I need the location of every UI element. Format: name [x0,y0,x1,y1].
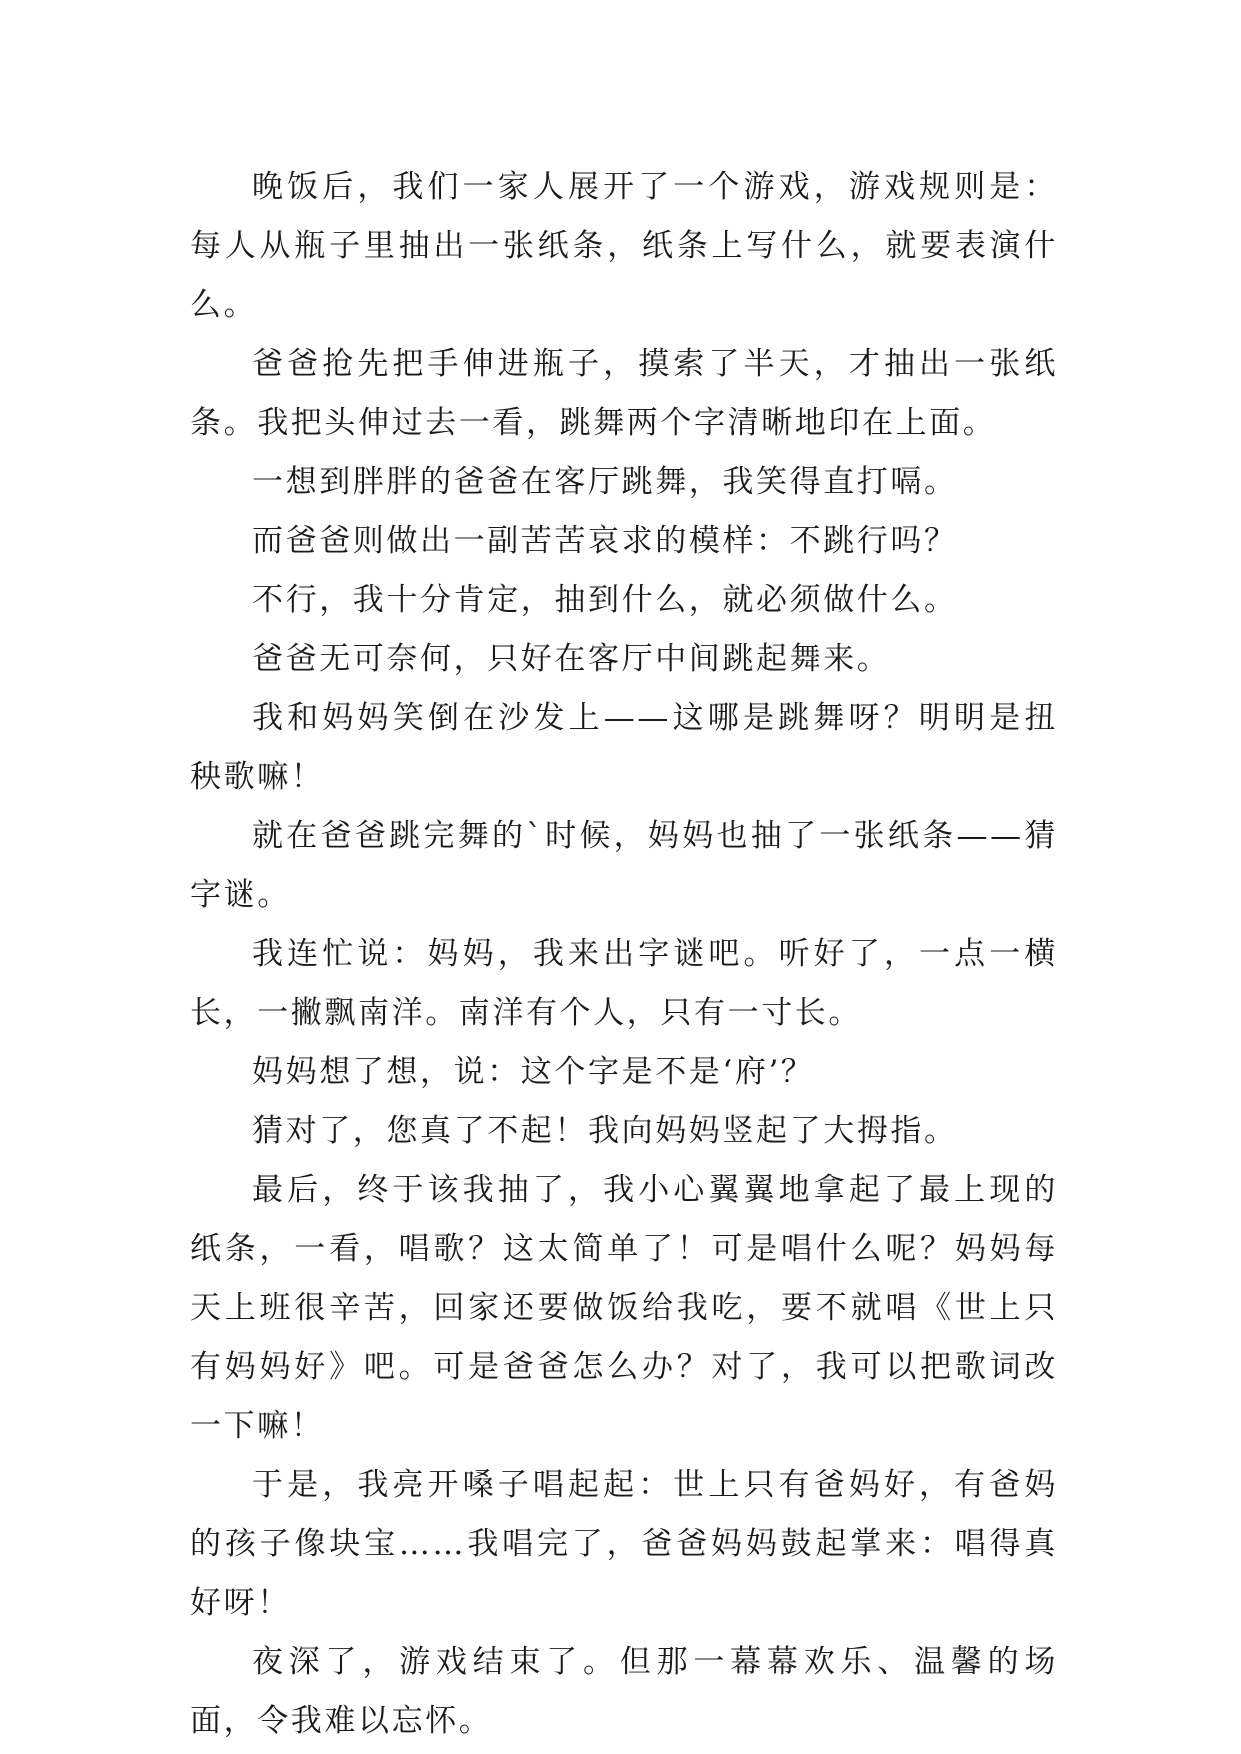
paragraph-6: 爸爸无可奈何，只好在客厅中间跳起舞来。 [252,641,891,677]
paragraph-7: 我和妈妈笑倒在沙发上——这哪是跳舞呀？明明是扭秧歌嘛！ [190,700,1058,795]
paragraph-13: 于是，我亮开嗓子唱起起：世上只有爸妈好，有爸妈的孩子像块宝……我唱完了，爸爸妈妈鼓起掌来：唱得真好呀！ [190,1467,1058,1621]
paragraph-9: 我连忙说：妈妈，我来出字谜吧。听好了，一点一横长，一撇飘南洋。南洋有个人，只有一寸长。 [190,936,1058,1031]
paragraph-5: 不行，我十分肯定，抽到什么，就必须做什么。 [252,582,958,618]
paragraph-3: 一想到胖胖的爸爸在客厅跳舞，我笑得直打嗝。 [252,464,958,500]
document-body [190,158,1058,1751]
paragraph-8: 就在爸爸跳完舞的`时候，妈妈也抽了一张纸条——猜字谜。 [190,818,1058,913]
paragraph-2: 爸爸抢先把手伸进瓶子，摸索了半天，才抽出一张纸条。我把头伸过去一看，跳舞两个字清晰地印在上面。 [190,346,1058,441]
paragraph-1: 晚饭后，我们一家人展开了一个游戏，游戏规则是：每人从瓶子里抽出一张纸条，纸条上写什么，就要表演什么。 [190,169,1058,323]
paragraph-14: 夜深了，游戏结束了。但那一幕幕欢乐、温馨的场面，令我难以忘怀。 [190,1644,1058,1739]
paragraph-4: 而爸爸则做出一副苦苦哀求的模样：不跳行吗？ [252,523,958,559]
paragraph-12: 最后，终于该我抽了，我小心翼翼地拿起了最上现的纸条，一看，唱歌？这太简单了！可是唱什么呢？妈妈每天上班很辛苦，回家还要做饭给我吃，要不就唱《世上只有妈妈好》吧。可是爸爸怎么办？对了，我可以把歌词改一下嘛！ [190,1172,1058,1444]
paragraph-10: 妈妈想了想，说：这个字是不是‘府’？ [252,1054,815,1090]
paragraph-11: 猜对了，您真了不起！我向妈妈竖起了大拇指。 [252,1113,958,1149]
